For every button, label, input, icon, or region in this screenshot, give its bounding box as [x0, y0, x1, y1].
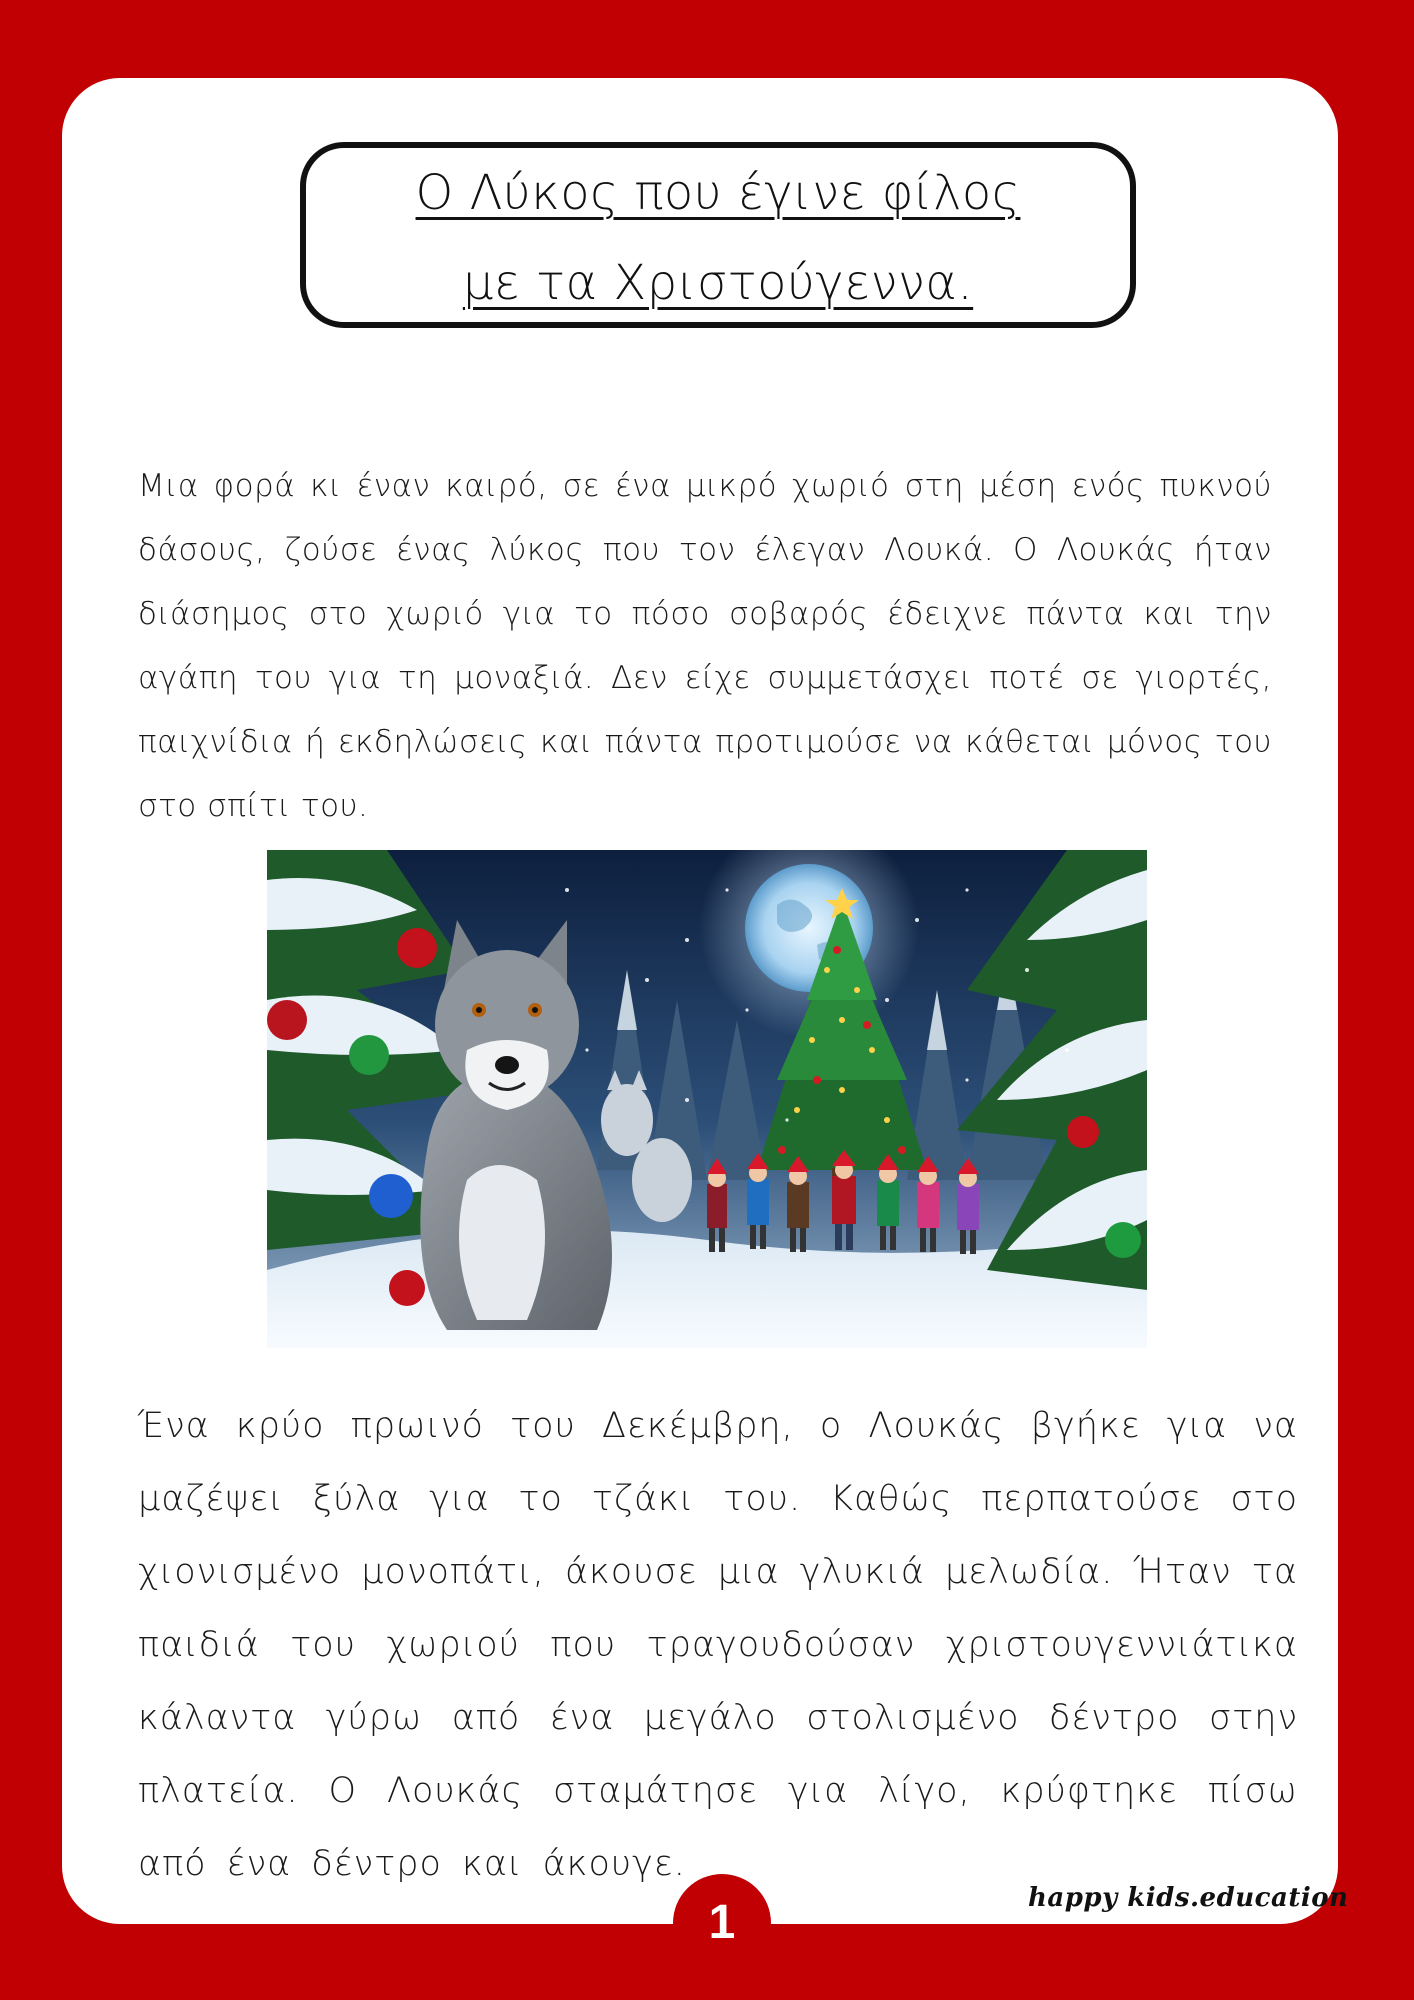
title-line-1: Ο Λύκος που έγινε φίλος [415, 165, 1021, 221]
title-line-2: με τα Χριστούγεννα. [462, 255, 974, 311]
story-page [62, 78, 1338, 1924]
wolf-christmas-illustration [267, 850, 1147, 1348]
page-number-badge: 1 [673, 1874, 771, 1972]
brand-watermark: happy kids.education [1028, 1883, 1349, 1913]
story-paragraph-1: Μια φορά κι έναν καιρό, σε ένα μικρό χωριό στη μέση ενός πυκνού δάσους, ζούσε ένας λύκος που τον έλεγαν Λουκά. Ο Λουκάς ήταν διάσημος στο χωριό για το πόσο σοβαρός έδειχνε πάντα και την αγάπη του για τη μοναξιά. Δεν είχε συμμετάσχει ποτέ σε γιορτές, παιχνίδια ή εκδηλώσεις και πάντα προτιμούσε να κάθεται μόνος του στο σπίτι του. [138, 468, 1272, 824]
title-box [300, 142, 1136, 328]
story-paragraph-2: Ένα κρύο πρωινό του Δεκέμβρη, ο Λουκάς βγήκε για να μαζέψει ξύλα για το τζάκι του. Καθώς περπατούσε στο χιονισμένο μονοπάτι, άκουσε μια γλυκιά μελωδία. Ήταν τα παιδιά του χωριού που τραγουδούσαν χριστουγεννιάτικα κάλαντα γύρω από ένα μεγάλο στολισμένο δέντρο στην πλατεία. Ο Λουκάς σταμάτησε για λίγο, κρύφτηκε πίσω από ένα δέντρο και άκουγε. [138, 1406, 1298, 1884]
